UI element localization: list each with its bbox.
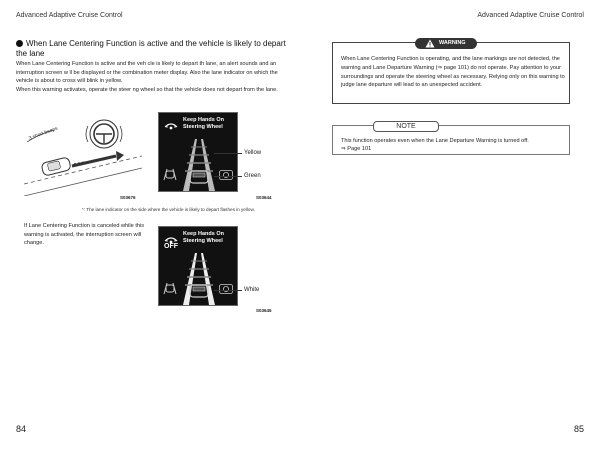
left-page-number: 84: [16, 424, 27, 434]
lane-display: [165, 135, 233, 191]
figure-footnote: *: The lane indicator on the side where the vehicle is likely to depart flashes in yellow.: [82, 207, 255, 212]
left-running-header: Advanced Adaptive Cruise Control: [16, 12, 123, 19]
figure2-code: S03645: [256, 308, 272, 313]
vehicle-lane-drawing: [24, 112, 142, 196]
lane-assist-icon: [163, 167, 177, 181]
warning-box: [332, 42, 570, 104]
note-box: [332, 125, 570, 155]
note-text: This function operates even when the Lane Departure Warning is turned off.: [341, 138, 529, 144]
warning-screen-canceled: [158, 226, 238, 306]
green-leader-line: [214, 176, 242, 177]
section-title-text: When Lane Centering Function is active and the vehicle is likely to depart the lane: [16, 39, 286, 58]
yellow-leader-line: [214, 153, 242, 154]
lane-display: [165, 249, 233, 305]
screen-title-line2: Steering Wheel: [183, 123, 223, 130]
screen-title-line2: Steering Wheel: [183, 237, 223, 244]
warning-screen-yellow: [158, 112, 238, 192]
figure2-caption: If Lane Centering Function is canceled while this warning is activated, the interruption screen will change.: [24, 223, 145, 247]
right-running-header: Advanced Adaptive Cruise Control: [477, 12, 584, 19]
steering-wheel-icon: [164, 118, 178, 127]
screen-title: [183, 117, 224, 130]
warning-heading: [415, 38, 477, 49]
screen-title: [183, 231, 224, 244]
note-heading: NOTE: [373, 121, 439, 132]
bullet-icon: [16, 40, 23, 47]
vehicle-departure-illustration: [24, 112, 142, 196]
lane-assist-icon: [163, 281, 177, 295]
callout-white: White: [244, 287, 260, 293]
figure-code-right: S03644: [256, 195, 272, 200]
beep-label: 3 short beeps: [28, 125, 59, 142]
steering-wheel-icon: [164, 232, 178, 241]
body-paragraph-2: When this warning activates, operate the steer ng wheel so that the vehicle does not depart from the lane.: [16, 87, 278, 93]
note-page-ref[interactable]: ⇒ Page 101: [341, 146, 372, 152]
warning-text: When Lane Centering Function is operating, and the lane markings are not detected, the warning and Lane Departure Warning (⇒ page 101) do not operate. Pay attention to your surroundings and operate the steering wheel as necessary. Relying only on this warning to judge lane departure will lead to an unexpected accident.: [341, 56, 565, 89]
screen-title-line1: Keep Hands On: [183, 117, 224, 123]
section-title: [16, 39, 286, 59]
screen-title-line1: Keep Hands On: [183, 231, 224, 237]
body-paragraph-1: When Lane Centering Function is active and the veh cle is likely to depart th lane, an alert sounds and an interruption screen w ll be displayed or the combination meter display. Also the lane indicator on which the vehicle is about to cross will blink in yellow.: [16, 61, 278, 85]
off-label: OFF: [164, 243, 178, 250]
white-leader-line: [214, 290, 242, 291]
callout-green: Green: [244, 173, 261, 179]
warning-triangle-icon: [425, 39, 435, 48]
right-page-number: 85: [573, 424, 584, 434]
figure-code-left: S03676: [120, 195, 136, 200]
warning-heading-text: WARNING: [439, 40, 466, 46]
callout-yellow: Yellow: [244, 150, 262, 156]
